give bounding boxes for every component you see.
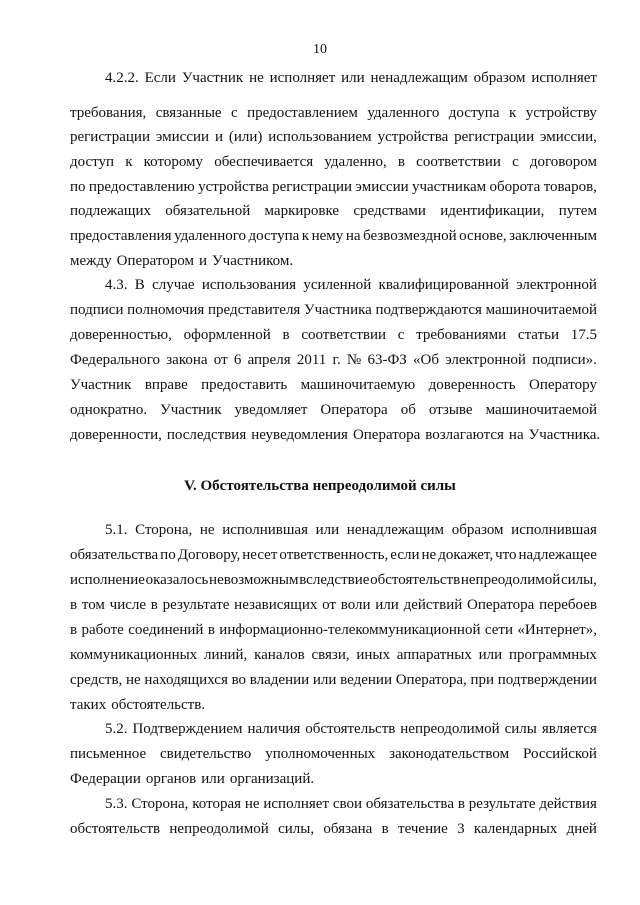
word: при [470, 672, 495, 688]
word: или [312, 672, 337, 688]
word: исполняет [531, 70, 597, 86]
word: однократно. [70, 402, 148, 418]
text-line [70, 596, 597, 614]
word: возлагаются [425, 427, 504, 443]
text-line [105, 69, 597, 87]
word: регистрации [272, 179, 353, 195]
word: образом [473, 70, 526, 86]
word: (или) [228, 129, 263, 145]
word: что [495, 547, 517, 563]
word: предоставления [70, 228, 172, 244]
word: предоставлением [247, 105, 358, 121]
word: каналов [254, 647, 305, 663]
text-line [70, 104, 597, 122]
word: аппаратных [396, 647, 472, 663]
word: свидетельство [160, 746, 252, 762]
word: Федерации [70, 771, 141, 787]
word: 17.5 [570, 327, 597, 343]
word: действий [403, 597, 463, 613]
text-line [70, 820, 597, 838]
word: Участника [304, 302, 372, 318]
word: оформленной [183, 327, 271, 343]
word: машиночитаемой [485, 302, 597, 318]
word: средствами [353, 203, 426, 219]
word: органов [145, 771, 197, 787]
word: от [322, 597, 336, 613]
word: к [125, 154, 133, 170]
text-line [70, 621, 597, 639]
text-line [70, 770, 597, 788]
word: В [134, 277, 145, 293]
word: подтверждаются [375, 302, 482, 318]
word: 4.3. [105, 277, 128, 293]
text-line [70, 153, 597, 171]
word: представителя [207, 302, 301, 318]
word: доступа [448, 105, 500, 121]
word: подлежащих [70, 203, 151, 219]
word: или [201, 771, 225, 787]
word: обязана [323, 821, 373, 837]
word: обстоятельств [70, 821, 161, 837]
word: 2011 [296, 352, 327, 368]
word: требованиями [416, 327, 507, 343]
word: владении [249, 672, 310, 688]
word: силы [504, 721, 537, 737]
word: требования, [70, 105, 147, 121]
word: статьи [517, 327, 559, 343]
text-line [70, 326, 597, 344]
word: не [249, 70, 264, 86]
word: течение [398, 821, 448, 837]
word: исполнившая [222, 522, 308, 538]
word: устройству [525, 105, 597, 121]
word: электронной [516, 277, 597, 293]
text-line [70, 426, 601, 444]
word: во [231, 672, 247, 688]
text-line [70, 178, 597, 196]
word: коммуникационных [70, 647, 198, 663]
word: исполнившая [511, 522, 597, 538]
word: исполнение [70, 572, 145, 588]
word: или [341, 70, 365, 86]
word: или [315, 522, 340, 538]
word: Договору, [177, 547, 241, 563]
word: докажет, [438, 547, 494, 563]
word: непреодолимой [169, 821, 269, 837]
word: по [70, 179, 86, 195]
word: в [150, 597, 158, 613]
word: Оператора [467, 597, 535, 613]
word: договором [529, 154, 597, 170]
word: использования [201, 277, 297, 293]
word: организаций. [229, 771, 315, 787]
word: ненадлежащим [370, 70, 468, 86]
word: неуведомления [251, 427, 348, 443]
word: 5.1. [105, 522, 128, 538]
text-line [105, 276, 597, 294]
word: № [346, 352, 362, 368]
word: связи, [311, 647, 350, 663]
word: закона [166, 352, 208, 368]
word: отзыве [428, 402, 473, 418]
word: подписи [70, 302, 124, 318]
word: является [541, 721, 597, 737]
word: использованием [268, 129, 372, 145]
word: на [508, 427, 524, 443]
word: в [381, 821, 389, 837]
word: работе [81, 622, 124, 638]
word: 63-ФЗ [367, 352, 407, 368]
word: перебоев [539, 597, 597, 613]
text-line [70, 301, 597, 319]
word: Оператором [116, 253, 195, 269]
word: «Интернет», [517, 622, 597, 638]
word: эмиссии [355, 179, 409, 195]
word: Оператора [320, 402, 388, 418]
word: 5.3. [105, 796, 128, 812]
word: квалифицированной [378, 277, 509, 293]
page-number: 10 [313, 42, 327, 57]
word: силы, [278, 821, 315, 837]
word: к [301, 228, 310, 244]
word: оказалось [145, 572, 209, 588]
word: Федерального [70, 352, 161, 368]
word: ведении [340, 672, 392, 688]
word: с [512, 154, 519, 170]
word: предоставлению [88, 179, 195, 195]
word: безвозмездной [363, 228, 457, 244]
word: «Об [413, 352, 440, 368]
word: вследствие [299, 572, 370, 588]
text-line [70, 227, 597, 245]
word: машиночитаемую [300, 377, 416, 393]
word: силы, [560, 572, 597, 588]
text-line [70, 202, 597, 220]
word: обстоятельств. [111, 697, 206, 713]
word: товаров, [543, 179, 597, 195]
word: не [199, 522, 215, 538]
word: дней [566, 821, 597, 837]
word: в [457, 796, 465, 812]
text-line [70, 571, 597, 589]
word: Участник [181, 70, 244, 86]
text-line [105, 521, 597, 539]
word: вправе [144, 377, 188, 393]
word: которая [192, 796, 242, 812]
word: удаленно, [324, 154, 387, 170]
word: не [421, 547, 437, 563]
word: удаленного [367, 105, 440, 121]
word: 5.2. [105, 721, 128, 737]
word: воли [340, 597, 371, 613]
word: с [397, 327, 405, 343]
text-line [70, 696, 597, 714]
word: наличия [247, 721, 301, 737]
word: электронной [445, 352, 526, 368]
text-line [70, 376, 597, 394]
word: обеспечивается [214, 154, 314, 170]
word: или [375, 597, 399, 613]
word: устройства [377, 129, 449, 145]
text-line [70, 546, 597, 564]
text-line [70, 252, 597, 270]
word: подписи». [532, 352, 597, 368]
word: Участника. [528, 427, 601, 443]
word: Оператора [352, 427, 421, 443]
text-line [70, 646, 597, 664]
text-line [70, 351, 597, 369]
word: путем [558, 203, 597, 219]
word: надлежащее [518, 547, 597, 563]
word: находящихся [144, 672, 228, 688]
word: регистрации [70, 129, 150, 145]
word: последствия [166, 427, 247, 443]
word: обстоятельств [305, 721, 396, 737]
word: уведомляет [234, 402, 308, 418]
word: в [397, 154, 406, 170]
text-line [70, 401, 597, 419]
word: том [81, 597, 105, 613]
word: в [282, 327, 290, 343]
word: в [70, 622, 78, 638]
word: основе, [459, 228, 507, 244]
word: Сторона, [131, 796, 189, 812]
word: случае [152, 277, 195, 293]
word: письменное [70, 746, 147, 762]
word: Участник [70, 377, 132, 393]
word: средств, [70, 672, 123, 688]
word: действия [539, 796, 597, 812]
word: 4.2.2. [105, 70, 139, 86]
word: результате [162, 597, 230, 613]
word: соответствии [301, 327, 387, 343]
word: соответствии [416, 154, 501, 170]
word: эмиссии, [539, 129, 597, 145]
word: календарных [473, 821, 558, 837]
word: полномочия [127, 302, 205, 318]
text-line [70, 671, 597, 689]
word: и [214, 129, 223, 145]
word: программных [508, 647, 597, 663]
word: обстоятельств [370, 572, 461, 588]
word: эмиссии [155, 129, 210, 145]
word: связанные [155, 105, 222, 121]
word: идентификации, [440, 203, 545, 219]
word: образом [451, 522, 504, 538]
word: результате [468, 796, 536, 812]
word: Оператора, [395, 672, 467, 688]
word: в [207, 622, 215, 638]
word: обязательства [365, 796, 454, 812]
text-line [105, 795, 597, 813]
word: свои [332, 796, 362, 812]
word: предоставить [201, 377, 288, 393]
word: ненадлежащим [346, 522, 445, 538]
word: непреодолимой [400, 721, 500, 737]
word: не [244, 796, 260, 812]
word: г. [332, 352, 341, 368]
text-line [70, 745, 597, 763]
word: исполняет [263, 796, 329, 812]
word: не [126, 672, 141, 688]
word: непреодолимой [460, 572, 561, 588]
word: сети [484, 622, 513, 638]
word: которому [143, 154, 204, 170]
word: уполномоченных [265, 746, 376, 762]
word: обязательства [70, 547, 159, 563]
word: с [231, 105, 238, 121]
word: удаленного [174, 228, 247, 244]
word: невозможным [209, 572, 299, 588]
text-line [105, 720, 597, 738]
word: несет [242, 547, 278, 563]
word: по [160, 547, 176, 563]
word: 6 [233, 352, 242, 368]
word: доступа [248, 228, 300, 244]
word: таких [70, 697, 107, 713]
word: Подтверждением [132, 721, 243, 737]
word: между [70, 253, 112, 269]
word: от [213, 352, 228, 368]
word: если [390, 547, 420, 563]
section-heading: V. Обстоятельства непреодолимой силы [184, 478, 456, 494]
word: информационно-телекоммуникационной [219, 622, 481, 638]
word: Российской [523, 746, 597, 762]
word: доверенность [428, 377, 516, 393]
word: к [508, 105, 517, 121]
word: оборота [489, 179, 541, 195]
word: нему [311, 228, 344, 244]
word: иных [356, 647, 391, 663]
word: усиленной [303, 277, 372, 293]
word: доверенностью, [70, 327, 172, 343]
word: законодательством [389, 746, 510, 762]
word: 3 [457, 821, 465, 837]
word: заключенным [509, 228, 597, 244]
word: на [345, 228, 361, 244]
word: Участник [160, 402, 222, 418]
word: регистрации [454, 129, 535, 145]
word: апреля [247, 352, 291, 368]
word: Участником. [212, 253, 294, 269]
word: подтверждении [497, 672, 597, 688]
word: устройства [198, 179, 269, 195]
word: доверенности, [70, 427, 162, 443]
word: в [70, 597, 78, 613]
word: Если [144, 70, 176, 86]
word: Оператору [529, 377, 597, 393]
word: доступ [70, 154, 115, 170]
word: машиночитаемой [485, 402, 597, 418]
word: и [199, 253, 208, 269]
word: независящих [234, 597, 318, 613]
word: или [478, 647, 503, 663]
word: Сторона, [135, 522, 193, 538]
word: соединений [128, 622, 204, 638]
word: обязательной [165, 203, 251, 219]
word: числе [109, 597, 147, 613]
word: участникам [411, 179, 487, 195]
word: маркировке [264, 203, 340, 219]
word: линий, [203, 647, 248, 663]
text-line [70, 128, 597, 146]
word: об [400, 402, 416, 418]
word: ответственность, [279, 547, 389, 563]
word: исполняет [269, 70, 336, 86]
